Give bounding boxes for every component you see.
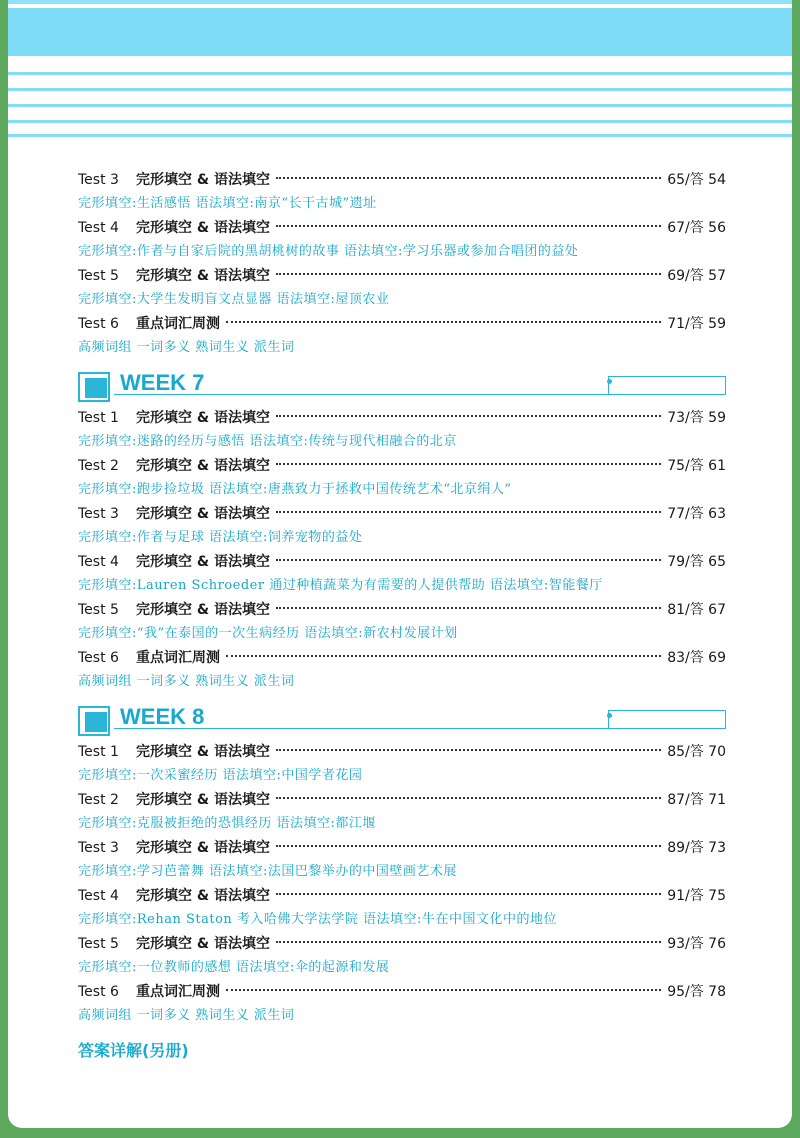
- entry-test-number: Test 4: [78, 554, 119, 570]
- entry-title: 完形填空 & 语法填空: [136, 602, 270, 618]
- entry-title: 完形填空 & 语法填空: [136, 888, 270, 904]
- entry-page-number: 75/答 61: [667, 458, 726, 474]
- toc-entry[interactable]: [78, 216, 726, 240]
- entry-page-number: 87/答 71: [667, 792, 726, 808]
- entry-subtitle: 完形填空:Lauren Schroeder 通过种植蔬菜为有需要的人提供帮助 语法填空:智能餐厅: [78, 578, 603, 593]
- toc-entry[interactable]: [78, 502, 726, 526]
- week-tab-outline: [608, 710, 726, 728]
- dot-leader: [276, 177, 661, 179]
- entry-test-number: Test 6: [78, 650, 119, 666]
- dot-leader: [276, 463, 661, 465]
- entry-subtitle: 高频词组 一词多义 熟词生义 派生词: [78, 340, 295, 355]
- dot-leader: [226, 989, 661, 991]
- toc-entry[interactable]: [78, 740, 726, 764]
- entry-title: 完形填空 & 语法填空: [136, 220, 270, 236]
- entry-test-number: Test 1: [78, 410, 119, 426]
- entry-test-number: Test 2: [78, 792, 119, 808]
- dot-leader: [276, 749, 661, 751]
- entry-title: 重点词汇周测: [136, 650, 220, 666]
- entry-subtitle: 完形填空:学习芭蕾舞 语法填空:法国巴黎举办的中国壁画艺术展: [78, 864, 457, 879]
- header-stripe: [8, 120, 792, 123]
- entry-subtitle: 完形填空:克服被拒绝的恐惧经历 语法填空:都江堰: [78, 816, 376, 831]
- entry-test-number: Test 3: [78, 172, 119, 188]
- entry-test-number: Test 6: [78, 984, 119, 1000]
- entry-test-number: Test 5: [78, 268, 119, 284]
- header-stripe: [8, 134, 792, 137]
- entry-title: 完形填空 & 语法填空: [136, 840, 270, 856]
- entry-subtitle: 完形填空:一位教师的感想 语法填空:伞的起源和发展: [78, 960, 390, 975]
- week-tab-dot: [607, 379, 612, 384]
- page-sheet: [8, 0, 792, 1128]
- header-stripe: [8, 72, 792, 75]
- entry-test-number: Test 5: [78, 602, 119, 618]
- dot-leader: [226, 655, 661, 657]
- toc-entry[interactable]: [78, 598, 726, 622]
- week-square-inner: [85, 378, 107, 398]
- week-tab-dot: [607, 713, 612, 718]
- entry-subtitle: 完形填空:大学生发明盲文点显器 语法填空:屋顶农业: [78, 292, 390, 307]
- entry-subtitle: 完形填空:作者与足球 语法填空:饲养宠物的益处: [78, 530, 363, 545]
- header-stripe: [8, 104, 792, 107]
- toc-entry[interactable]: [78, 836, 726, 860]
- entry-page-number: 83/答 69: [667, 650, 726, 666]
- entry-test-number: Test 3: [78, 840, 119, 856]
- entry-page-number: 81/答 67: [667, 602, 726, 618]
- table-of-contents: [78, 168, 726, 1061]
- dot-leader: [276, 225, 661, 227]
- header-band: [8, 8, 792, 56]
- toc-entry[interactable]: [78, 980, 726, 1004]
- entry-page-number: 67/答 56: [667, 220, 726, 236]
- dot-leader: [276, 273, 661, 275]
- week-title: WEEK 7: [120, 370, 205, 395]
- entry-test-number: Test 5: [78, 936, 119, 952]
- entry-test-number: Test 3: [78, 506, 119, 522]
- entry-page-number: 71/答 59: [667, 316, 726, 332]
- week-rule: [114, 728, 726, 729]
- dot-leader: [276, 559, 661, 561]
- toc-entry[interactable]: [78, 312, 726, 336]
- toc-entry[interactable]: [78, 788, 726, 812]
- entry-title: 完形填空 & 语法填空: [136, 268, 270, 284]
- header-stripe: [8, 88, 792, 91]
- entry-page-number: 79/答 65: [667, 554, 726, 570]
- dot-leader: [276, 845, 661, 847]
- entry-subtitle: 高频词组 一词多义 熟词生义 派生词: [78, 1008, 295, 1023]
- entry-title: 完形填空 & 语法填空: [136, 410, 270, 426]
- toc-entry[interactable]: [78, 884, 726, 908]
- entry-page-number: 73/答 59: [667, 410, 726, 426]
- entry-subtitle: 完形填空:跑步捡垃圾 语法填空:唐燕致力于拯救中国传统艺术“北京绢人”: [78, 482, 512, 497]
- entry-test-number: Test 6: [78, 316, 119, 332]
- entry-subtitle: 完形填空:生活感悟 语法填空:南京“长干古城”遗址: [78, 196, 377, 211]
- entry-subtitle: 完形填空:迷路的经历与感悟 语法填空:传统与现代相融合的北京: [78, 434, 457, 449]
- entry-page-number: 95/答 78: [667, 984, 726, 1000]
- entry-page-number: 89/答 73: [667, 840, 726, 856]
- week-square-inner: [85, 712, 107, 732]
- entry-page-number: 85/答 70: [667, 744, 726, 760]
- dot-leader: [276, 511, 661, 513]
- toc-entry[interactable]: [78, 646, 726, 670]
- week-rule: [114, 394, 726, 395]
- toc-entry[interactable]: [78, 264, 726, 288]
- entry-page-number: 93/答 76: [667, 936, 726, 952]
- week-square-icon: [78, 706, 110, 736]
- dot-leader: [276, 797, 661, 799]
- week-square-icon: [78, 372, 110, 402]
- toc-entry[interactable]: [78, 550, 726, 574]
- entry-test-number: Test 4: [78, 888, 119, 904]
- entry-page-number: 65/答 54: [667, 172, 726, 188]
- entry-title: 完形填空 & 语法填空: [136, 458, 270, 474]
- entry-test-number: Test 2: [78, 458, 119, 474]
- toc-entry[interactable]: [78, 406, 726, 430]
- entry-subtitle: 完形填空:Rehan Staton 考入哈佛大学法学院 语法填空:牛在中国文化中的地位: [78, 912, 557, 927]
- week-header: [78, 702, 726, 740]
- entry-subtitle: 完形填空:“我”在泰国的一次生病经历 语法填空:新农村发展计划: [78, 626, 458, 641]
- entry-page-number: 77/答 63: [667, 506, 726, 522]
- dot-leader: [276, 607, 661, 609]
- toc-entry[interactable]: [78, 932, 726, 956]
- toc-entry[interactable]: [78, 454, 726, 478]
- dot-leader: [276, 415, 661, 417]
- entry-title: 重点词汇周测: [136, 984, 220, 1000]
- dot-leader: [226, 321, 661, 323]
- entry-title: 完形填空 & 语法填空: [136, 744, 270, 760]
- week-tab-outline: [608, 376, 726, 394]
- entry-title: 完形填空 & 语法填空: [136, 554, 270, 570]
- toc-entry[interactable]: [78, 168, 726, 192]
- entry-title: 完形填空 & 语法填空: [136, 506, 270, 522]
- entry-title: 完形填空 & 语法填空: [136, 172, 270, 188]
- answer-note: 答案详解(另册): [78, 1041, 189, 1060]
- entry-page-number: 69/答 57: [667, 268, 726, 284]
- entry-title: 完形填空 & 语法填空: [136, 936, 270, 952]
- entry-test-number: Test 1: [78, 744, 119, 760]
- header-topline: [8, 0, 792, 4]
- dot-leader: [276, 941, 661, 943]
- entry-subtitle: 完形填空:作者与自家后院的黑胡桃树的故事 语法填空:学习乐器或参加合唱团的益处: [78, 244, 579, 259]
- dot-leader: [276, 893, 661, 895]
- entry-title: 重点词汇周测: [136, 316, 220, 332]
- entry-test-number: Test 4: [78, 220, 119, 236]
- week-header: [78, 368, 726, 406]
- week-title: WEEK 8: [120, 704, 205, 729]
- entry-subtitle: 高频词组 一词多义 熟词生义 派生词: [78, 674, 295, 689]
- entry-title: 完形填空 & 语法填空: [136, 792, 270, 808]
- entry-subtitle: 完形填空:一次采蜜经历 语法填空:中国学者花园: [78, 768, 363, 783]
- entry-page-number: 91/答 75: [667, 888, 726, 904]
